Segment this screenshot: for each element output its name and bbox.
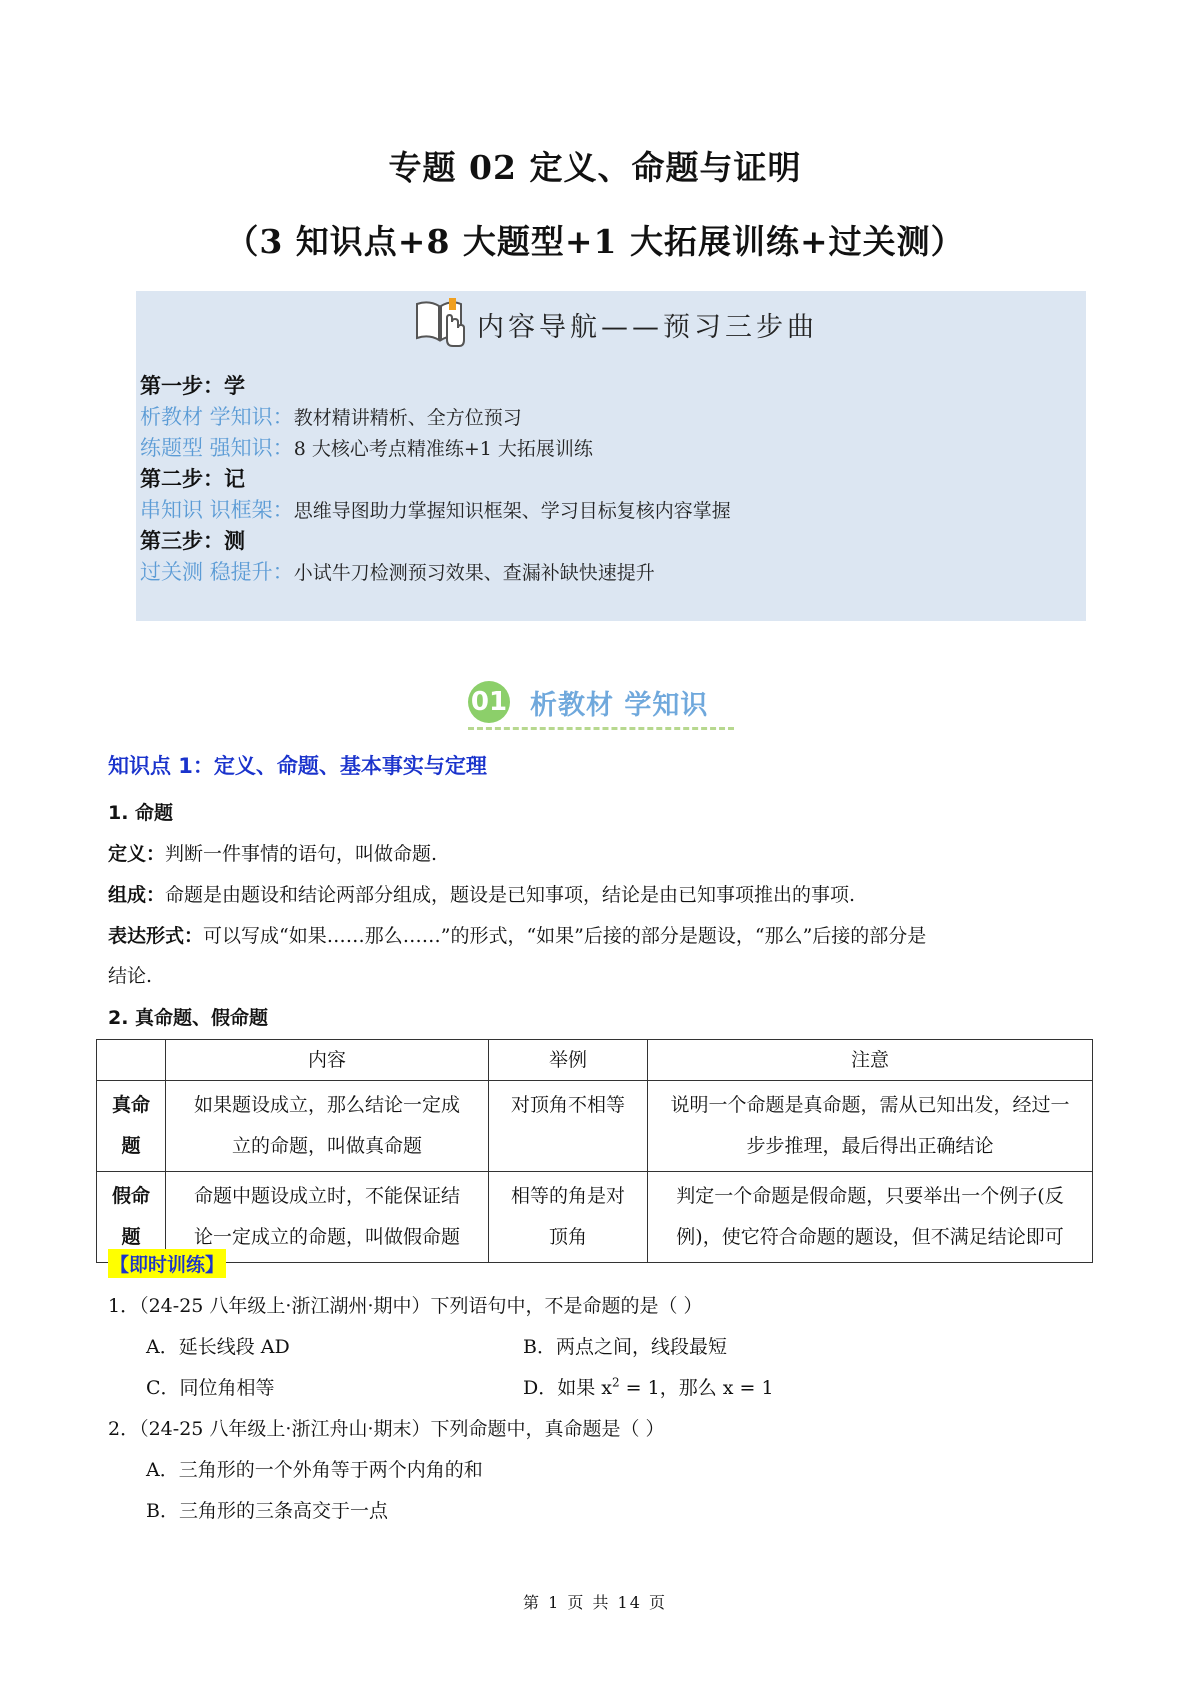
subheading-true-false: 2. 真命题、假命题 xyxy=(108,1007,269,1029)
nav-item-key: 析教材 学知识： xyxy=(140,405,294,429)
question-1 xyxy=(108,1291,703,1318)
question-2-option-a: A．三角形的一个外角等于两个内角的和 xyxy=(146,1459,483,1481)
definition-text: 判断一件事情的语句，叫做命题. xyxy=(165,843,438,865)
instant-training-label: 【即时训练】 xyxy=(108,1249,226,1278)
nav-item-desc: 思维导图助力掌握知识框架、学习目标复核内容掌握 xyxy=(293,500,731,522)
example-cell: 对顶角不相等 xyxy=(489,1081,648,1172)
table-header-cell: 举例 xyxy=(489,1040,648,1081)
content-navigation-box xyxy=(136,291,1086,621)
example-cell: 相等的角是对 顶角 xyxy=(489,1172,648,1263)
nav-step-2 xyxy=(140,464,731,495)
table-header-cell: 内容 xyxy=(166,1040,489,1081)
nav-item-desc: 教材精讲精析、全方位预习 xyxy=(293,407,522,429)
note-cell: 说明一个命题是真命题，需从已知出发，经过一 步步推理，最后得出正确结论 xyxy=(648,1081,1093,1172)
nav-item xyxy=(140,402,731,433)
nav-step-label: 第三步：测 xyxy=(140,529,245,553)
document-title: 专题 02 定义、命题与证明 xyxy=(388,148,802,187)
nav-item xyxy=(140,433,731,464)
question-2-option-b: B．三角形的三条高交于一点 xyxy=(146,1500,388,1522)
nav-item-desc: 小试牛刀检测预习效果、查漏补缺快速提升 xyxy=(293,562,655,584)
question-stem: （24-25 八年级上·浙江湖州·期中）下列语句中，不是命题的是（ ） xyxy=(139,1295,703,1317)
page-footer: 第 1 页 共 14 页 xyxy=(523,1593,667,1612)
table-header-row xyxy=(97,1040,1093,1081)
nav-step-label: 第一步：学 xyxy=(140,374,245,398)
nav-step-3 xyxy=(140,526,731,557)
note-cell: 判定一个命题是假命题，只要举出一个例子(反 例)，使它符合命题的题设，但不满足结论即可 xyxy=(648,1172,1093,1263)
question-2 xyxy=(108,1414,665,1441)
composition-paragraph xyxy=(108,880,855,907)
nav-heading xyxy=(411,293,818,355)
nav-item-key: 过关测 稳提升： xyxy=(140,560,294,584)
nav-item-key: 串知识 识框架： xyxy=(140,498,294,522)
table-header-cell: 注意 xyxy=(648,1040,1093,1081)
question-1-option-c: C．同位角相等 xyxy=(146,1377,275,1399)
document-subtitle: （3 知识点+8 大题型+1 大拓展训练+过关测） xyxy=(225,222,965,261)
question-number: 1． xyxy=(108,1295,140,1317)
question-1-option-d: D．如果 $x^2 = 1$，那么 x = 1 xyxy=(523,1375,774,1399)
definition-paragraph xyxy=(108,839,437,866)
composition-text: 命题是由题设和结论两部分组成，题设是已知事项，结论是由已知事项推出的事项. xyxy=(165,884,856,906)
definition-label: 定义： xyxy=(108,843,166,865)
nav-step-label: 第二步：记 xyxy=(140,467,245,491)
table-row xyxy=(97,1172,1093,1263)
nav-heading-text: 内容导航——预习三步曲 xyxy=(477,311,818,343)
table-header-cell xyxy=(97,1040,166,1081)
expression-label: 表达形式： xyxy=(108,925,204,947)
section-label: 析教材 学知识 xyxy=(530,690,709,721)
section-badge xyxy=(462,673,742,733)
expression-paragraph xyxy=(108,921,926,948)
question-stem: （24-25 八年级上·浙江舟山·期末）下列命题中，真命题是（ ） xyxy=(139,1418,665,1440)
row-heading: 真命 题 xyxy=(97,1081,166,1172)
nav-steps xyxy=(140,371,731,588)
nav-step-1 xyxy=(140,371,731,402)
knowledge-point-title: 知识点 1：定义、命题、基本事实与定理 xyxy=(108,754,487,778)
subheading-proposition: 1. 命题 xyxy=(108,802,174,824)
true-false-proposition-table xyxy=(96,1039,1093,1263)
section-underline xyxy=(468,727,734,730)
question-number: 2． xyxy=(108,1418,140,1440)
question-1-option-b: B．两点之间，线段最短 xyxy=(523,1336,727,1358)
content-cell: 命题中题设成立时，不能保证结 论一定成立的命题，叫做假命题 xyxy=(166,1172,489,1263)
question-1-option-a: A．延长线段 AD xyxy=(146,1336,290,1358)
expression-text: 可以写成“如果……那么……”的形式，“如果”后接的部分是题设，“那么”后接的部分是 xyxy=(203,925,927,947)
composition-label: 组成： xyxy=(108,884,166,906)
content-cell: 如果题设成立，那么结论一定成 立的命题，叫做真命题 xyxy=(166,1081,489,1172)
expression-paragraph-cont: 结论. xyxy=(108,965,153,987)
nav-item xyxy=(140,557,731,588)
nav-item-desc: 8 大核心考点精准练+1 大拓展训练 xyxy=(293,438,593,460)
book-pointer-icon xyxy=(411,292,477,357)
row-heading: 假命 题 xyxy=(97,1172,166,1263)
table-row xyxy=(97,1081,1093,1172)
nav-item xyxy=(140,495,731,526)
nav-item-key: 练题型 强知识： xyxy=(140,436,294,460)
section-number: 01 xyxy=(468,681,510,723)
